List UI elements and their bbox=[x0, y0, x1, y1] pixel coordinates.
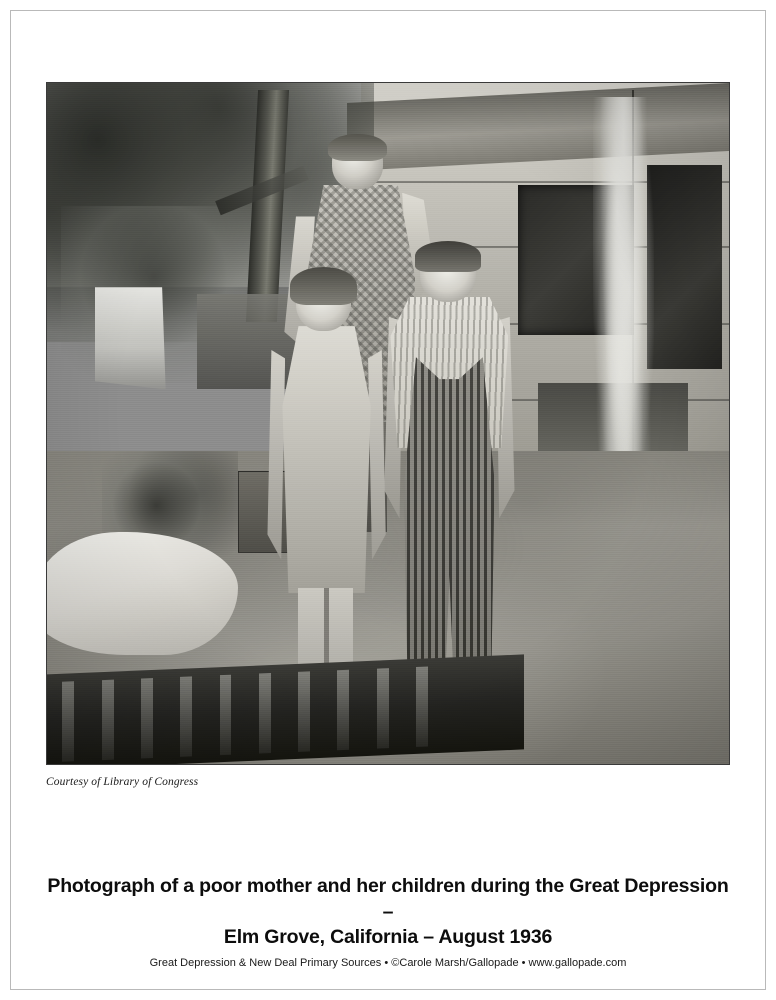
page-footer: Great Depression & New Deal Primary Sources • ©Carole Marsh/Gallopade • www.gallopade.com bbox=[149, 957, 627, 969]
caption-line-2: Elm Grove, California – August 1936 bbox=[223, 926, 553, 949]
photo-caption bbox=[46, 874, 730, 951]
photograph bbox=[46, 82, 730, 765]
caption-line-1: Photograph of a poor mother and her children during the Great Depression – bbox=[47, 875, 729, 923]
photo-vignette bbox=[47, 83, 729, 764]
photo-credit: Courtesy of Library of Congress bbox=[46, 776, 199, 788]
photograph-image bbox=[47, 83, 729, 764]
page-content bbox=[46, 82, 730, 951]
